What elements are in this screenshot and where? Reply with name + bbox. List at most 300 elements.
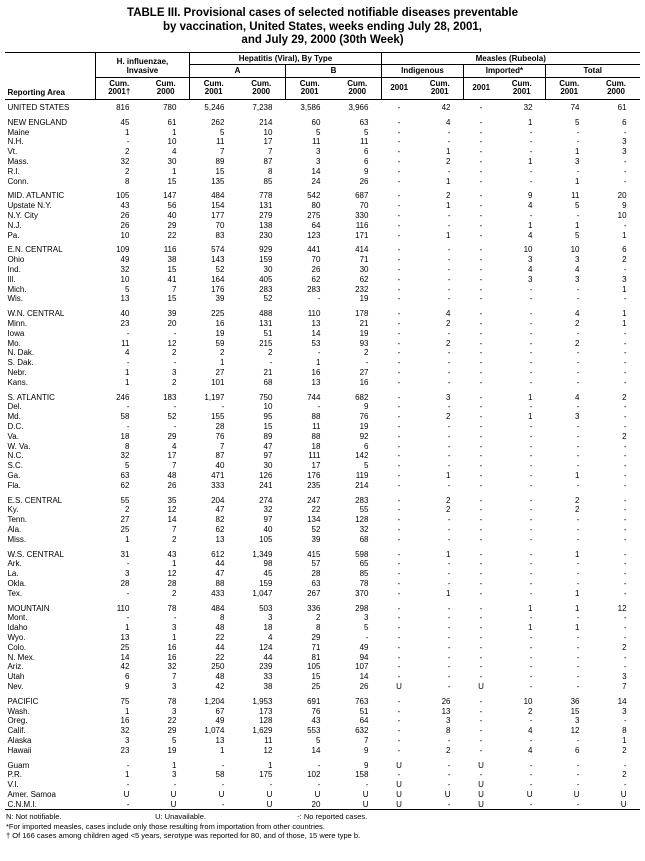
value-cell: U bbox=[478, 760, 484, 770]
value-cell: - bbox=[397, 662, 401, 672]
value-cell: - bbox=[221, 402, 225, 412]
value-cell: 63 bbox=[311, 578, 321, 588]
value-cell: 1 bbox=[220, 745, 225, 755]
value-cell: 15 bbox=[167, 176, 177, 186]
table-row bbox=[5, 633, 639, 643]
value-cell: - bbox=[447, 770, 451, 780]
value-cell: - bbox=[479, 117, 483, 127]
value-cell: - bbox=[529, 662, 533, 672]
value-cell: - bbox=[479, 706, 483, 716]
reporting-area-cell: S. ATLANTIC bbox=[7, 392, 55, 402]
value-cell: - bbox=[529, 348, 533, 358]
value-cell: - bbox=[447, 358, 451, 368]
value-cell: 1 bbox=[446, 549, 451, 559]
table-row bbox=[5, 378, 639, 388]
value-cell: 87 bbox=[215, 451, 225, 461]
value-cell: - bbox=[365, 358, 369, 368]
value-cell: 7 bbox=[220, 147, 225, 157]
value-cell: 52 bbox=[167, 412, 177, 422]
value-cell: - bbox=[479, 338, 483, 348]
table-row bbox=[5, 780, 639, 790]
value-cell: - bbox=[623, 569, 627, 579]
value-cell: - bbox=[576, 578, 580, 588]
value-cell: - bbox=[397, 672, 401, 682]
value-cell: 2 bbox=[622, 255, 627, 265]
value-cell: 123 bbox=[307, 230, 321, 240]
value-cell: - bbox=[623, 559, 627, 569]
value-cell: 80 bbox=[311, 201, 321, 211]
value-cell: - bbox=[576, 524, 580, 534]
value-cell: - bbox=[529, 377, 533, 387]
value-cell: - bbox=[397, 642, 401, 652]
table-row bbox=[5, 653, 639, 663]
value-cell: U bbox=[478, 780, 484, 790]
value-cell: - bbox=[397, 294, 401, 304]
value-cell: 262 bbox=[211, 117, 225, 127]
column-header: Cum. 2001 bbox=[545, 77, 592, 100]
column-header: Cum. 2001† bbox=[95, 77, 142, 100]
value-cell: 78 bbox=[167, 603, 177, 613]
value-cell: 780 bbox=[163, 103, 177, 113]
value-cell: U bbox=[478, 681, 484, 691]
value-cell: - bbox=[623, 780, 627, 790]
value-cell: - bbox=[447, 632, 451, 642]
value-cell: 8 bbox=[220, 613, 225, 623]
value-cell: - bbox=[576, 431, 580, 441]
value-cell: - bbox=[529, 328, 533, 338]
value-cell: U bbox=[478, 799, 484, 809]
value-cell: 20 bbox=[167, 319, 177, 329]
value-cell: 2 bbox=[446, 495, 451, 505]
value-cell: - bbox=[397, 220, 401, 230]
value-cell: - bbox=[447, 294, 451, 304]
table-row bbox=[5, 589, 639, 599]
value-cell: 71 bbox=[311, 642, 321, 652]
value-cell: 126 bbox=[259, 470, 273, 480]
column-header: Cum. 2001 bbox=[498, 77, 545, 100]
reporting-area-cell: Maine bbox=[7, 127, 30, 137]
value-cell: 88 bbox=[311, 431, 321, 441]
reporting-area-cell: Del. bbox=[7, 402, 22, 412]
table-row bbox=[5, 211, 639, 221]
value-cell: - bbox=[479, 220, 483, 230]
value-cell: 18 bbox=[120, 431, 130, 441]
value-cell: 71 bbox=[359, 255, 369, 265]
value-cell: - bbox=[576, 770, 580, 780]
value-cell: - bbox=[479, 309, 483, 319]
value-cell: - bbox=[397, 480, 401, 490]
value-cell: - bbox=[479, 480, 483, 490]
value-cell: - bbox=[447, 284, 451, 294]
legend-no-reported-cases: -: No reported cases. bbox=[297, 812, 368, 822]
reporting-area-cell: N.Y. City bbox=[7, 211, 38, 221]
value-cell: - bbox=[397, 368, 401, 378]
value-cell: 63 bbox=[359, 117, 369, 127]
value-cell: 65 bbox=[359, 559, 369, 569]
reporting-area-cell: Upstate N.Y. bbox=[7, 201, 52, 211]
reporting-area-cell: Utah bbox=[7, 672, 25, 682]
value-cell: - bbox=[397, 191, 401, 201]
value-cell: 5 bbox=[575, 117, 580, 127]
value-cell: 7,238 bbox=[252, 103, 273, 113]
value-cell: - bbox=[479, 745, 483, 755]
value-cell: 1 bbox=[125, 127, 130, 137]
value-cell: U bbox=[362, 789, 369, 799]
value-cell: - bbox=[397, 461, 401, 471]
table-row bbox=[5, 304, 639, 319]
value-cell: 1 bbox=[316, 358, 321, 368]
value-cell: 19 bbox=[359, 328, 369, 338]
value-cell: 40 bbox=[167, 211, 177, 221]
table-row bbox=[5, 275, 639, 285]
column-header: Cum. 2001 bbox=[416, 77, 463, 100]
value-cell: 3,586 bbox=[300, 103, 321, 113]
value-cell: 42 bbox=[120, 662, 130, 672]
value-cell: - bbox=[447, 255, 451, 265]
value-cell: - bbox=[576, 402, 580, 412]
value-cell: 1 bbox=[528, 412, 533, 422]
table-row bbox=[5, 623, 639, 633]
value-cell: 2 bbox=[446, 319, 451, 329]
value-cell: 503 bbox=[259, 603, 273, 613]
value-cell: 39 bbox=[215, 294, 225, 304]
value-cell: - bbox=[479, 294, 483, 304]
value-cell: - bbox=[447, 377, 451, 387]
value-cell: 63 bbox=[120, 470, 130, 480]
value-cell: 370 bbox=[355, 588, 369, 598]
value-cell: 2 bbox=[268, 348, 273, 358]
value-cell: - bbox=[479, 613, 483, 623]
table-title bbox=[0, 0, 645, 48]
reporting-area-cell: Nebr. bbox=[7, 368, 27, 378]
value-cell: - bbox=[479, 696, 483, 706]
value-cell: - bbox=[221, 799, 225, 809]
legend-line bbox=[6, 812, 639, 822]
value-cell: - bbox=[479, 534, 483, 544]
value-cell: - bbox=[126, 799, 130, 809]
value-cell: - bbox=[623, 760, 627, 770]
value-cell: 3 bbox=[172, 706, 177, 716]
value-cell: 3 bbox=[172, 623, 177, 633]
value-cell: 48 bbox=[167, 470, 177, 480]
hflu-label-line2: Invasive bbox=[126, 66, 159, 75]
value-cell: - bbox=[173, 613, 177, 623]
value-cell: - bbox=[397, 265, 401, 275]
value-cell: 5 bbox=[125, 461, 130, 471]
value-cell: - bbox=[623, 662, 627, 672]
value-cell: 60 bbox=[311, 117, 321, 127]
table-row bbox=[5, 746, 639, 756]
value-cell: 3 bbox=[125, 569, 130, 579]
table-row bbox=[5, 559, 639, 569]
reporting-area-cell: Miss. bbox=[7, 534, 27, 544]
value-cell: - bbox=[529, 431, 533, 441]
reporting-area-cell: Ariz. bbox=[7, 662, 24, 672]
value-cell: 52 bbox=[311, 524, 321, 534]
footnotes bbox=[6, 812, 639, 841]
value-cell: 3 bbox=[172, 681, 177, 691]
value-cell: 29 bbox=[167, 431, 177, 441]
value-cell: - bbox=[576, 358, 580, 368]
value-cell: 70 bbox=[215, 220, 225, 230]
value-cell: - bbox=[479, 412, 483, 422]
value-cell: - bbox=[529, 358, 533, 368]
value-cell: 48 bbox=[215, 623, 225, 633]
reporting-area-cell: Ga. bbox=[7, 470, 21, 480]
value-cell: - bbox=[447, 451, 451, 461]
value-cell: 1 bbox=[622, 309, 627, 319]
value-cell: 11 bbox=[360, 137, 369, 147]
reporting-area-cell: Fla. bbox=[7, 480, 21, 490]
table-row bbox=[5, 756, 639, 771]
value-cell: 1 bbox=[575, 470, 580, 480]
value-cell: 147 bbox=[163, 191, 177, 201]
value-cell: 10 bbox=[120, 274, 130, 284]
value-cell: 12 bbox=[263, 745, 273, 755]
value-cell: 574 bbox=[211, 245, 225, 255]
value-cell: 78 bbox=[167, 696, 177, 706]
value-cell: 68 bbox=[263, 377, 273, 387]
value-cell: 336 bbox=[307, 603, 321, 613]
value-cell: 2 bbox=[575, 505, 580, 515]
value-cell: - bbox=[479, 230, 483, 240]
value-cell: - bbox=[397, 559, 401, 569]
value-cell: - bbox=[623, 377, 627, 387]
value-cell: 1 bbox=[622, 284, 627, 294]
hepatitis-b-header: B bbox=[285, 65, 381, 78]
column-header: Cum. 2000 bbox=[333, 77, 381, 100]
value-cell: 488 bbox=[259, 309, 273, 319]
value-cell: 2 bbox=[446, 745, 451, 755]
value-cell: 7 bbox=[172, 672, 177, 682]
table-row bbox=[5, 368, 639, 378]
value-cell: 13 bbox=[441, 706, 451, 716]
value-cell: - bbox=[529, 451, 533, 461]
value-cell: 3 bbox=[364, 613, 369, 623]
value-cell: - bbox=[447, 760, 451, 770]
value-cell: - bbox=[623, 505, 627, 515]
value-cell: - bbox=[126, 780, 130, 790]
value-cell: - bbox=[479, 588, 483, 598]
value-cell: - bbox=[126, 559, 130, 569]
value-cell: 9 bbox=[622, 201, 627, 211]
reporting-area-cell: N. Mex. bbox=[7, 652, 36, 662]
value-cell: 230 bbox=[259, 230, 273, 240]
value-cell: 26 bbox=[359, 176, 369, 186]
value-cell: - bbox=[397, 147, 401, 157]
value-cell: 110 bbox=[116, 603, 130, 613]
table-row bbox=[5, 662, 639, 672]
value-cell: - bbox=[623, 348, 627, 358]
value-cell: 20 bbox=[617, 191, 627, 201]
value-cell: - bbox=[623, 495, 627, 505]
measles-indigenous-header: Indigenous bbox=[381, 65, 463, 78]
value-cell: - bbox=[529, 470, 533, 480]
value-cell: 92 bbox=[359, 431, 369, 441]
value-cell: - bbox=[529, 770, 533, 780]
value-cell: 415 bbox=[307, 549, 321, 559]
table-row bbox=[5, 682, 639, 692]
value-cell: U bbox=[396, 789, 402, 799]
value-cell: 2 bbox=[622, 431, 627, 441]
column-headers-row bbox=[5, 77, 639, 100]
value-cell: 6 bbox=[364, 441, 369, 451]
value-cell: 632 bbox=[355, 726, 369, 736]
value-cell: - bbox=[447, 480, 451, 490]
reporting-area-cell: UNITED STATES bbox=[7, 103, 70, 113]
value-cell: 22 bbox=[167, 716, 177, 726]
value-cell: 2 bbox=[622, 770, 627, 780]
value-cell: 105 bbox=[259, 534, 273, 544]
value-cell: - bbox=[397, 338, 401, 348]
reporting-area-header: Reporting Area bbox=[5, 52, 95, 100]
value-cell: 1 bbox=[446, 201, 451, 211]
value-cell: U bbox=[444, 789, 451, 799]
value-cell: - bbox=[397, 230, 401, 240]
value-cell: - bbox=[529, 495, 533, 505]
value-cell: 29 bbox=[167, 220, 177, 230]
value-cell: 2 bbox=[622, 745, 627, 755]
value-cell: - bbox=[529, 632, 533, 642]
value-cell: - bbox=[479, 431, 483, 441]
value-cell: - bbox=[447, 623, 451, 633]
value-cell: 15 bbox=[263, 422, 273, 431]
value-cell: 32 bbox=[120, 451, 130, 461]
value-cell: - bbox=[479, 603, 483, 613]
value-cell: 4 bbox=[575, 392, 580, 402]
value-cell: - bbox=[447, 402, 451, 412]
value-cell: - bbox=[397, 716, 401, 726]
value-cell: 14 bbox=[311, 745, 321, 755]
value-cell: 763 bbox=[355, 696, 369, 706]
value-cell: - bbox=[397, 166, 401, 176]
value-cell: 6 bbox=[364, 157, 369, 167]
value-cell: 88 bbox=[215, 578, 225, 588]
value-cell: 14 bbox=[311, 166, 321, 176]
column-header: Cum. 2001 bbox=[189, 77, 237, 100]
value-cell: - bbox=[447, 672, 451, 682]
reporting-area-cell: Tenn. bbox=[7, 515, 28, 525]
value-cell: 13 bbox=[215, 735, 225, 745]
value-cell: - bbox=[529, 147, 533, 157]
table-row bbox=[5, 412, 639, 422]
table-row bbox=[5, 240, 639, 255]
reporting-area-cell: N.H. bbox=[7, 137, 24, 147]
value-cell: - bbox=[397, 431, 401, 441]
value-cell: - bbox=[173, 422, 177, 431]
value-cell: 283 bbox=[355, 495, 369, 505]
value-cell: 3 bbox=[575, 716, 580, 726]
value-cell: 1 bbox=[622, 735, 627, 745]
table-row bbox=[5, 535, 639, 545]
value-cell: 64 bbox=[311, 220, 321, 230]
value-cell: 183 bbox=[163, 392, 177, 402]
value-cell: U bbox=[396, 681, 402, 691]
value-cell: - bbox=[397, 534, 401, 544]
value-cell: - bbox=[173, 780, 177, 790]
value-cell: 29 bbox=[167, 726, 177, 736]
value-cell: - bbox=[576, 559, 580, 569]
value-cell: - bbox=[576, 328, 580, 338]
value-cell: U bbox=[620, 789, 627, 799]
value-cell: - bbox=[576, 137, 580, 147]
value-cell: 32 bbox=[523, 103, 533, 113]
value-cell: - bbox=[529, 422, 533, 431]
value-cell: 38 bbox=[167, 255, 177, 265]
table-row bbox=[5, 177, 639, 187]
value-cell: 333 bbox=[211, 480, 225, 490]
value-cell: - bbox=[529, 799, 533, 809]
table-header bbox=[5, 52, 639, 100]
measles-imported-header: Imported* bbox=[463, 65, 545, 78]
value-cell: 241 bbox=[259, 480, 273, 490]
value-cell: 5 bbox=[316, 127, 321, 137]
value-cell: U bbox=[396, 799, 402, 809]
value-cell: - bbox=[623, 220, 627, 230]
value-cell: 1 bbox=[575, 147, 580, 157]
value-cell: 94 bbox=[359, 652, 369, 662]
value-cell: - bbox=[126, 358, 130, 368]
value-cell: - bbox=[397, 402, 401, 412]
value-cell: 78 bbox=[359, 578, 369, 588]
value-cell: 3 bbox=[268, 613, 273, 623]
value-cell: - bbox=[479, 191, 483, 201]
value-cell: 138 bbox=[259, 220, 273, 230]
value-cell: - bbox=[529, 461, 533, 471]
value-cell: 16 bbox=[167, 652, 177, 662]
value-cell: - bbox=[623, 534, 627, 544]
value-cell: - bbox=[529, 642, 533, 652]
value-cell: - bbox=[126, 328, 130, 338]
value-cell: - bbox=[479, 461, 483, 471]
value-cell: 298 bbox=[355, 603, 369, 613]
reporting-area-cell: Tex. bbox=[7, 588, 23, 598]
value-cell: - bbox=[317, 402, 321, 412]
value-cell: - bbox=[623, 623, 627, 633]
reporting-area-cell: Iowa bbox=[7, 328, 25, 338]
value-cell: - bbox=[447, 515, 451, 525]
value-cell: 1,629 bbox=[252, 726, 273, 736]
value-cell: 30 bbox=[167, 157, 177, 167]
value-cell: 26 bbox=[120, 211, 130, 221]
value-cell: 89 bbox=[263, 431, 273, 441]
value-cell: - bbox=[576, 632, 580, 642]
value-cell: - bbox=[126, 588, 130, 598]
value-cell: 8 bbox=[125, 176, 130, 186]
reporting-area-cell: Ind. bbox=[7, 265, 21, 275]
reporting-area-cell: Nev. bbox=[7, 681, 24, 691]
value-cell: 30 bbox=[359, 265, 369, 275]
table-row bbox=[5, 525, 639, 535]
value-cell: 43 bbox=[120, 201, 130, 211]
value-cell: 9 bbox=[364, 760, 369, 770]
value-cell: 5 bbox=[125, 284, 130, 294]
value-cell: - bbox=[397, 652, 401, 662]
value-cell: - bbox=[126, 402, 130, 412]
value-cell: - bbox=[397, 245, 401, 255]
value-cell: 45 bbox=[263, 569, 273, 579]
value-cell: - bbox=[447, 613, 451, 623]
reporting-area-cell: D.C. bbox=[7, 422, 24, 431]
reporting-area-cell: Ohio bbox=[7, 255, 25, 265]
value-cell: 119 bbox=[355, 470, 369, 480]
value-cell: 32 bbox=[263, 505, 273, 515]
hflu-group-header bbox=[95, 52, 189, 77]
value-cell: - bbox=[447, 559, 451, 569]
value-cell: 10 bbox=[523, 245, 533, 255]
value-cell: - bbox=[479, 265, 483, 275]
value-cell: 10 bbox=[570, 245, 580, 255]
